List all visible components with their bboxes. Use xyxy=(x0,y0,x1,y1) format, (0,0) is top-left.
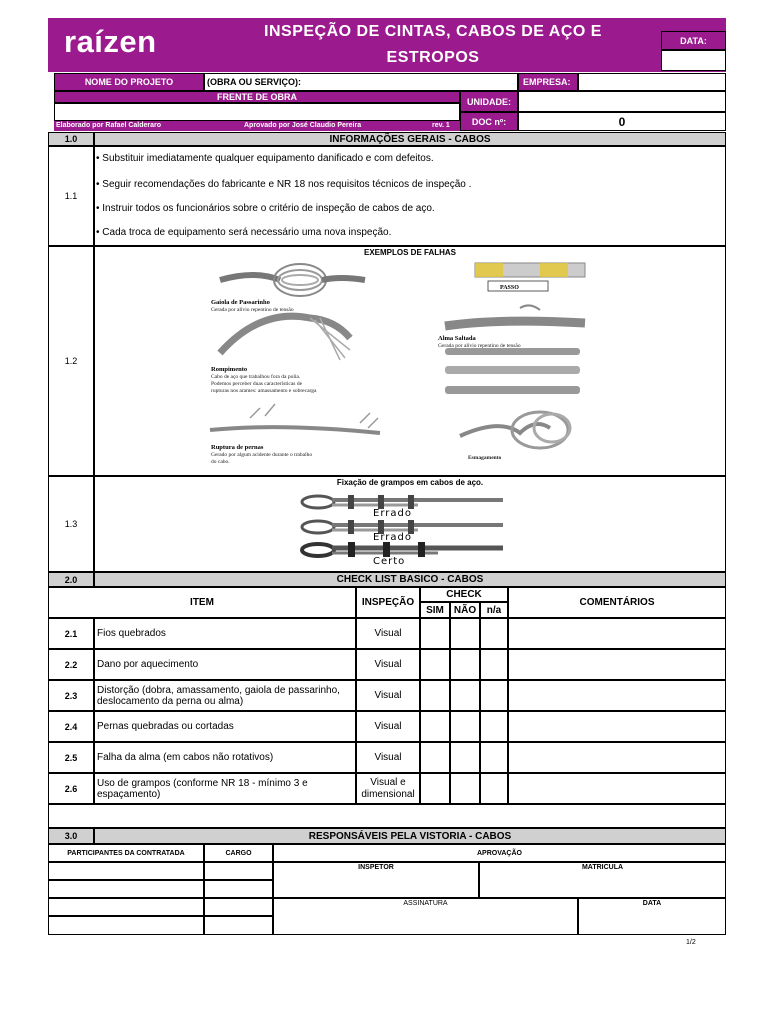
checklist-row-number: 2.3 xyxy=(48,680,94,711)
checklist-row-inspection: Visual xyxy=(356,742,420,773)
checklist-row-comment-field[interactable] xyxy=(508,773,726,804)
approved-by: Aprovado por José Claudio Pereira xyxy=(244,122,362,129)
inspector-cell[interactable] xyxy=(273,862,479,898)
checklist-row-inspection: Visual xyxy=(356,711,420,742)
item-1-1-number: 1.1 xyxy=(48,146,94,246)
cargo-row-4[interactable] xyxy=(204,916,273,935)
checklist-row-na-checkbox[interactable] xyxy=(480,742,508,773)
passo-label: PASSO xyxy=(500,285,519,291)
alma-title: Alma Saltada xyxy=(438,335,476,342)
checklist-row-inspection: Visual xyxy=(356,618,420,649)
date-label: DATA: xyxy=(661,31,726,50)
failures-title: EXEMPLOS DE FALHAS xyxy=(363,247,456,257)
section-1-number: 1.0 xyxy=(48,132,94,146)
checklist-row-na-checkbox[interactable] xyxy=(480,649,508,680)
logo: raízen xyxy=(64,24,157,59)
signature-label: ASSINATURA xyxy=(403,900,448,907)
clamp-label-errado-1: Errado xyxy=(373,508,412,519)
checklist-row-number: 2.4 xyxy=(48,711,94,742)
checklist-blank-row xyxy=(48,804,726,828)
checklist-row-item: Pernas quebradas ou cortadas xyxy=(94,711,356,742)
section-2-number: 2.0 xyxy=(48,572,94,587)
checklist-row-na-checkbox[interactable] xyxy=(480,773,508,804)
checklist-row-nao-checkbox[interactable] xyxy=(450,618,480,649)
col-comentarios-header: COMENTÁRIOS xyxy=(508,587,726,618)
ruptura-desc-2: do cabo. xyxy=(211,459,230,465)
col-na-header: n/a xyxy=(480,602,508,618)
cable-illustrations xyxy=(200,258,600,468)
checklist-row-na-checkbox[interactable] xyxy=(480,618,508,649)
checklist-row-sim-checkbox[interactable] xyxy=(420,742,450,773)
col-item-header: ITEM xyxy=(48,587,356,618)
item-1-2-number: 1.2 xyxy=(48,246,94,476)
checklist-row-item: Fios quebrados xyxy=(94,618,356,649)
pitch-illustration xyxy=(475,263,585,291)
section-2-title: CHECK LIST BASICO - CABOS xyxy=(94,572,726,587)
checklist-row-sim-checkbox[interactable] xyxy=(420,618,450,649)
gaiola-desc: Gerada por alívio repentino de tensão xyxy=(211,307,294,313)
date-label-bottom: DATA xyxy=(642,900,662,907)
inspector-label: INSPETOR xyxy=(358,864,394,871)
participant-row-4[interactable] xyxy=(48,916,204,935)
checklist-row-nao-checkbox[interactable] xyxy=(450,649,480,680)
form-title-line2: ESTROPOS xyxy=(386,49,480,66)
checklist-row-number: 2.2 xyxy=(48,649,94,680)
checklist-row-item: Uso de grampos (conforme NR 18 - mínimo 3 e espaçamento) xyxy=(94,773,356,804)
checklist-row-sim-checkbox[interactable] xyxy=(420,649,450,680)
date-field[interactable] xyxy=(661,50,726,71)
broken-cable-illustration xyxy=(220,316,350,360)
col-check-header: CHECK xyxy=(420,587,508,602)
participant-row-1[interactable] xyxy=(48,862,204,880)
front-field[interactable] xyxy=(54,103,460,121)
item-1-3-number: 1.3 xyxy=(48,476,94,572)
approval-header: APROVAÇÃO xyxy=(273,844,726,862)
alma-desc: Gerada por alívio repentino de tensão xyxy=(438,343,521,349)
checklist-row-item: Distorção (dobra, amassamento, gaiola de passarinho, deslocamento da perna ou alma) xyxy=(94,680,356,711)
bullet-1: • Substituir imediatamente qualquer equipamento danificado e com defeitos. xyxy=(96,153,434,164)
doc-label: DOC nº: xyxy=(460,112,518,131)
doc-field[interactable]: 0 xyxy=(518,112,726,131)
checklist-row-comment-field[interactable] xyxy=(508,649,726,680)
revision: rev. 1 xyxy=(432,122,450,129)
cargo-row-2[interactable] xyxy=(204,880,273,898)
gaiola-title: Gaiola de Passarinho xyxy=(211,299,270,306)
registration-cell[interactable] xyxy=(479,862,726,898)
clamp-wrong-1 xyxy=(302,495,503,509)
checklist-row-inspection: Visual xyxy=(356,680,420,711)
checklist-row-number: 2.6 xyxy=(48,773,94,804)
checklist-row-sim-checkbox[interactable] xyxy=(420,711,450,742)
ruptura-title: Ruptura de pernas xyxy=(211,444,264,451)
bird-cage-illustration xyxy=(220,264,365,296)
registration-label: MATRICULA xyxy=(581,864,624,871)
core-protrusion-illustration xyxy=(445,305,585,326)
participants-header: PARTICIPANTES DA CONTRATADA xyxy=(48,844,204,862)
signature-cell[interactable] xyxy=(273,898,578,935)
front-label: FRENTE DE OBRA xyxy=(54,91,460,103)
service-field[interactable] xyxy=(204,73,518,91)
esmagamento-label: Esmagamento xyxy=(468,455,502,461)
checklist-row-comment-field[interactable] xyxy=(508,742,726,773)
checklist-row-nao-checkbox[interactable] xyxy=(450,680,480,711)
checklist-row-item: Dano por aquecimento xyxy=(94,649,356,680)
cable-samples-illustration xyxy=(445,348,580,394)
cargo-row-3[interactable] xyxy=(204,898,273,916)
cargo-header: CARGO xyxy=(204,844,273,862)
checklist-row-comment-field[interactable] xyxy=(508,711,726,742)
unit-field[interactable] xyxy=(518,91,726,112)
bullet-3: • Instruir todos os funcionários sobre o critério de inspeção de cabos de aço. xyxy=(96,203,435,214)
clamp-right xyxy=(302,542,503,557)
page-number: 1/2 xyxy=(686,939,696,946)
checklist-row-sim-checkbox[interactable] xyxy=(420,680,450,711)
rupture-illustration xyxy=(210,404,380,433)
rompimento-title: Rompimento xyxy=(211,366,248,373)
checklist-row-number: 2.5 xyxy=(48,742,94,773)
col-inspecao-header: INSPEÇÃO xyxy=(356,587,420,618)
section-3-title: RESPONSÁVEIS PELA VISTORIA - CABOS xyxy=(94,828,726,844)
crushing-illustration xyxy=(460,412,570,448)
company-label: EMPRESA: xyxy=(518,73,578,91)
clamps-title: Fixação de grampos em cabos de aço. xyxy=(336,477,484,487)
clamp-label-errado-2: Errado xyxy=(373,532,412,543)
project-name-label: NOME DO PROJETO xyxy=(54,73,204,91)
company-field[interactable] xyxy=(578,73,726,91)
checklist-row-nao-checkbox[interactable] xyxy=(450,773,480,804)
participant-row-3[interactable] xyxy=(48,898,204,916)
form-title-line1: INSPEÇÃO DE CINTAS, CABOS DE AÇO E xyxy=(264,23,602,40)
bullet-4: • Cada troca de equipamento será necessário uma nova inspeção. xyxy=(96,227,392,238)
rompimento-desc-3: rupturas nos arames: amassamento e sobrecarga xyxy=(211,388,317,394)
ruptura-desc-1: Gerado por algum acidente durante o trabalho xyxy=(211,452,313,458)
date-cell[interactable] xyxy=(578,898,726,935)
clamps-illustration xyxy=(298,490,508,565)
checklist-row-nao-checkbox[interactable] xyxy=(450,711,480,742)
participant-row-2[interactable] xyxy=(48,880,204,898)
checklist-row-sim-checkbox[interactable] xyxy=(420,773,450,804)
checklist-row-na-checkbox[interactable] xyxy=(480,680,508,711)
elaborated-by: Elaborado por Rafael Calderaro xyxy=(56,122,162,129)
section-3-number: 3.0 xyxy=(48,828,94,844)
checklist-row-inspection: Visual e dimensional xyxy=(356,773,420,804)
col-sim-header: SIM xyxy=(420,602,450,618)
clamp-label-certo: Certo xyxy=(373,556,406,567)
section-1-title: INFORMAÇÕES GERAIS - CABOS xyxy=(94,132,726,146)
checklist-row-na-checkbox[interactable] xyxy=(480,711,508,742)
col-nao-header: NÃO xyxy=(450,602,480,618)
checklist-row-comment-field[interactable] xyxy=(508,680,726,711)
checklist-row-comment-field[interactable] xyxy=(508,618,726,649)
checklist-row-nao-checkbox[interactable] xyxy=(450,742,480,773)
checklist-row-number: 2.1 xyxy=(48,618,94,649)
rompimento-desc-1: Cabo de aço que trabalhou fora da polia. xyxy=(211,374,301,380)
cargo-row-1[interactable] xyxy=(204,862,273,880)
service-label: (OBRA OU SERVIÇO): xyxy=(207,77,302,87)
unit-label: UNIDADE: xyxy=(460,91,518,112)
bullet-2: • Seguir recomendações do fabricante e NR 18 nos requisitos técnicos de inspeção . xyxy=(96,179,472,190)
rompimento-desc-2: Podemos perceber duas características de xyxy=(211,381,303,387)
checklist-row-inspection: Visual xyxy=(356,649,420,680)
checklist-row-item: Falha da alma (em cabos não rotativos) xyxy=(94,742,356,773)
